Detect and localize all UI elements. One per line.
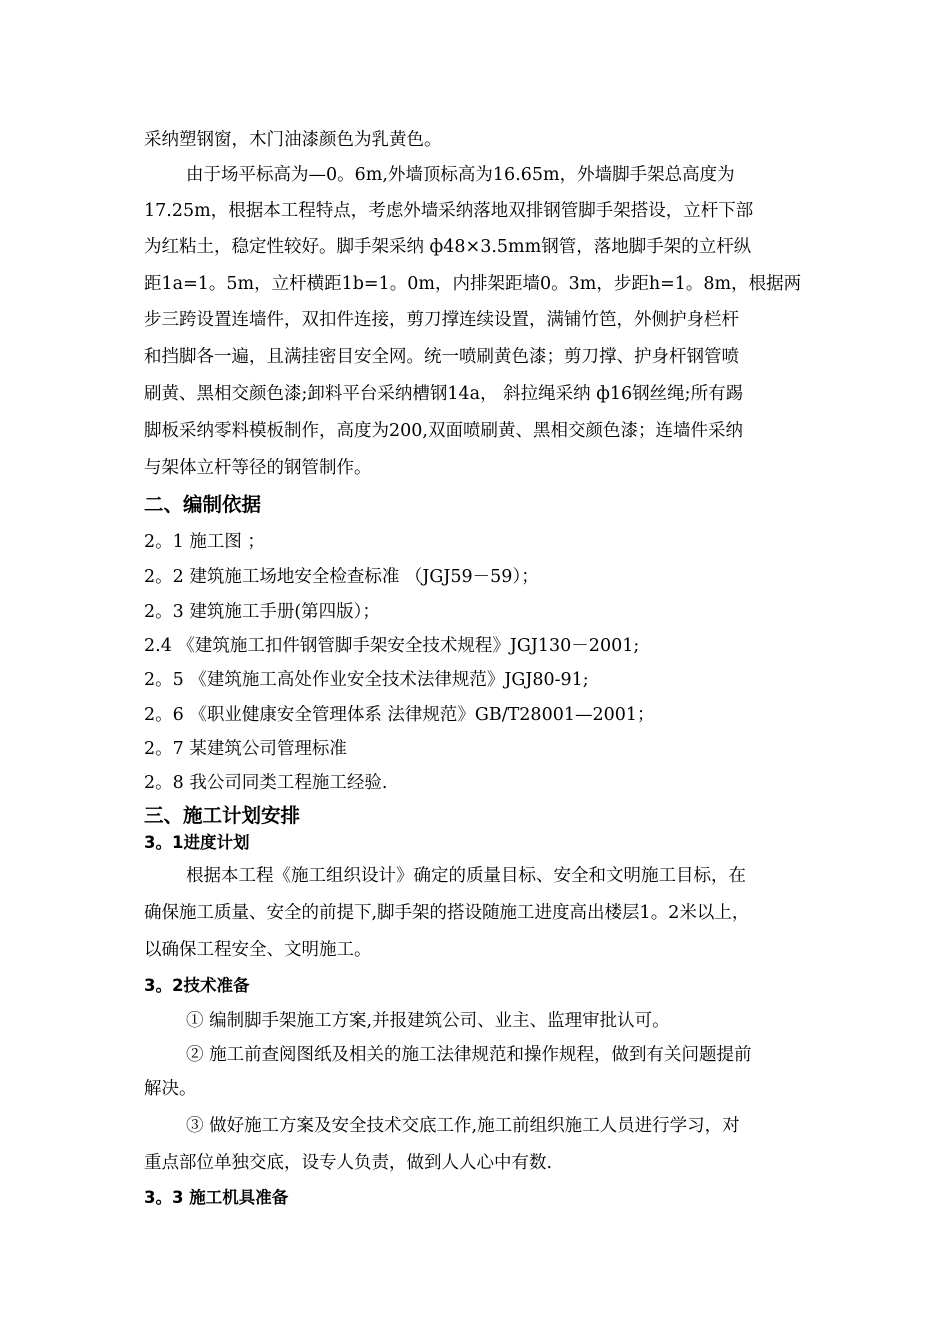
paragraph-line: 由于场平标高为—0。6m,外墙顶标高为16.65m，外墙脚手架总高度为 — [186, 165, 735, 185]
paragraph-line: 根据本工程《施工组织设计》确定的质量目标、安全和文明施工目标，在 — [186, 866, 746, 886]
subsection-heading: 3。1进度计划 — [144, 833, 250, 852]
reference-item: 2。8 我公司同类工程施工经验. — [144, 773, 388, 793]
paragraph-line: ② 施工前查阅图纸及相关的施工法律规范和操作规程，做到有关问题提前 — [186, 1045, 752, 1065]
paragraph-line: 和挡脚各一遍，且满挂密目安全网。统一喷刷黄色漆；剪刀撑、护身杆钢管喷 — [144, 347, 739, 367]
reference-item: 2.4 《建筑施工扣件钢管脚手架安全技术规程》JGJ130－2001; — [144, 636, 640, 656]
paragraph-line: 以确保工程安全、文明施工。 — [144, 940, 372, 960]
section-heading: 三、施工计划安排 — [144, 804, 301, 827]
paragraph-line: 步三跨设置连墙件，双扣件连接，剪刀撑连续设置，满铺竹笆，外侧护身栏杆 — [144, 310, 739, 330]
paragraph-line: 确保施工质量、安全的前提下,脚手架的搭设随施工进度高出楼层1。2米以上， — [144, 903, 750, 923]
paragraph-line: 刷黄、黑相交颜色漆;卸料平台采纳槽钢14a， 斜拉绳采纳 ф16钢丝绳;所有踢 — [144, 384, 744, 404]
paragraph-line: 采纳塑钢窗，木门油漆颜色为乳黄色。 — [144, 130, 442, 150]
paragraph-line: 脚板采纳零料模板制作，高度为200,双面喷刷黄、黑相交颜色漆；连墙件采纳 — [144, 421, 743, 441]
paragraph-line: 与架体立杆等径的钢管制作。 — [144, 458, 372, 478]
paragraph-line: ③ 做好施工方案及安全技术交底工作,施工前组织施工人员进行学习，对 — [186, 1116, 740, 1136]
section-heading: 二、编制依据 — [144, 493, 262, 516]
reference-item: 2。1 施工图 ； — [144, 532, 265, 552]
reference-item: 2。7 某建筑公司管理标准 — [144, 739, 347, 759]
paragraph-line: 距1a=1。5m，立杆横距1b=1。0m，内排架距墙0。3m，步距h=1。8m，根据两 — [144, 274, 802, 294]
paragraph-line: ① 编制脚手架施工方案,并报建筑公司、业主、监理审批认可。 — [186, 1011, 670, 1031]
reference-item: 2。5 《建筑施工高处作业安全技术法律规范》JGJ80-91; — [144, 670, 589, 690]
reference-item: 2。2 建筑施工场地安全检查标准 （JGJ59－59）； — [144, 567, 539, 587]
paragraph-line: 17.25m，根据本工程特点，考虑外墙采纳落地双排钢管脚手架搭设，立杆下部 — [144, 201, 754, 221]
subsection-heading: 3。2技术准备 — [144, 976, 250, 995]
reference-item: 2。3 建筑施工手册(第四版）； — [144, 602, 380, 622]
paragraph-line: 解决。 — [144, 1079, 197, 1099]
subsection-heading: 3。3 施工机具准备 — [144, 1188, 289, 1207]
reference-item: 2。6 《职业健康安全管理体系 法律规范》GB/T28001—2001； — [144, 705, 655, 725]
paragraph-line: 为红粘土，稳定性较好。脚手架采纳 ф48×3.5mm钢管，落地脚手架的立杆纵 — [144, 237, 752, 257]
paragraph-line: 重点部位单独交底，设专人负责，做到人人心中有数. — [144, 1153, 553, 1173]
